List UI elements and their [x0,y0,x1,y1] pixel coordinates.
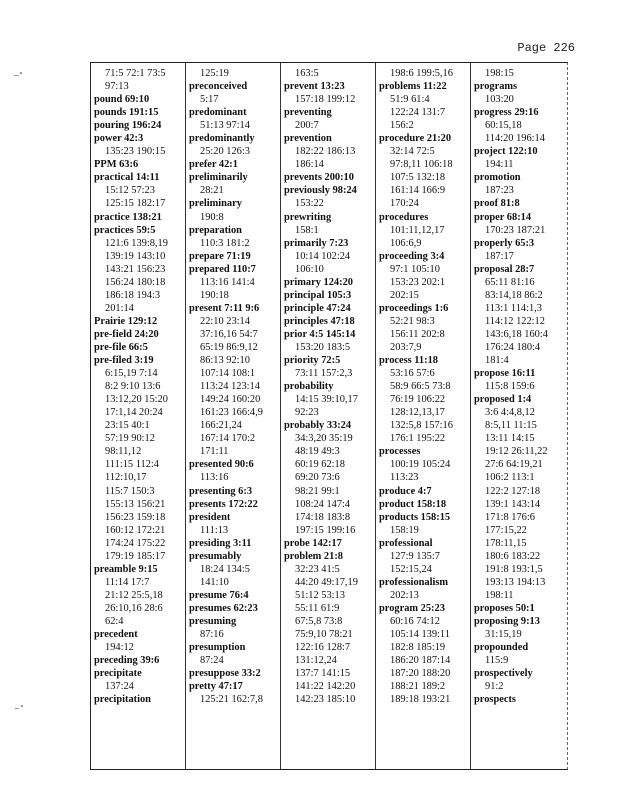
index-term: principle 47:24 [284,302,351,314]
index-term: presumes 62:23 [189,602,258,614]
index-reference: 71:5 72:1 73:5 [105,68,166,79]
index-reference: 186:14 [295,159,324,171]
index-reference: 153:22 [295,198,324,210]
index-reference: 75:9,10 78:21 [295,629,353,641]
index-reference: 108:24 147:4 [295,498,351,510]
index-reference: 137:7 141:15 [295,668,351,680]
index-reference: 125:15 182:17 [105,198,166,210]
index-reference: 3:6 4:4,8,12 [485,407,535,419]
index-term: precedent [94,629,138,641]
scan-speck [21,705,23,707]
index-reference: 139:1 143:14 [485,498,541,510]
index-reference: 160:12 172:21 [105,524,166,536]
index-term: propounded [474,642,529,654]
index-reference: 83:14,18 86:2 [485,289,543,301]
index-reference: 21:12 25:5,18 [105,589,163,601]
index-term: presents 172:22 [189,498,258,510]
index-reference: 176:1 195:22 [390,433,446,445]
scan-speck [15,708,19,709]
index-reference: 55:11 61:9 [295,602,340,614]
index-column-4 [379,67,472,767]
index-reference: 51:9 61:4 [390,94,430,106]
index-term: produce 4:7 [379,485,432,497]
index-term: processes [379,446,421,458]
index-reference: 23:15 40:1 [105,420,150,432]
index-term: precipitation [94,694,151,706]
index-column-5 [474,67,567,767]
index-term: PPM 63:6 [94,159,139,171]
index-reference: 122:16 128:7 [295,642,351,654]
index-reference: 115:7 150:3 [105,485,155,497]
index-reference: 198:6 199:5,16 [390,68,453,79]
index-reference: 44:20 49:17,19 [295,576,358,588]
index-reference: 110:3 181:2 [200,237,250,249]
index-reference: 58:9 66:5 73:8 [390,381,451,393]
index-term: probability [284,381,334,393]
index-reference: 149:24 160:20 [200,394,261,406]
index-term: predominant [189,107,247,119]
index-reference: 198:11 [485,589,514,601]
index-term: principles 47:18 [284,315,355,327]
index-term: president [189,511,231,523]
index-reference: 106:2 113:1 [485,472,535,484]
index-term: preliminarily [189,172,248,184]
index-reference: 111:13 [200,524,229,536]
index-term: proposal 28:7 [474,263,535,275]
index-term: primary 124:20 [284,276,353,288]
index-reference: 153:23 202:1 [390,276,446,288]
index-term: probe 142:17 [284,537,342,549]
index-reference: 25:20 126:3 [200,146,250,158]
index-term: preceding 39:6 [94,655,160,667]
index-term: presuming [189,615,237,627]
index-term: programs [474,81,518,93]
index-reference: 132:5,8 157:16 [390,420,453,432]
index-column-1 [94,67,187,767]
index-term: prefer 42:1 [189,159,238,171]
index-reference: 143:6,18 160:4 [485,328,548,340]
index-reference: 203:7,9 [390,341,422,353]
index-reference: 111:15 112:4 [105,459,159,471]
index-reference: 141:22 142:20 [295,681,356,693]
index-reference: 131:12,24 [295,655,337,667]
index-reference: 51:12 53:13 [295,589,345,601]
index-reference: 121:6 139:8,19 [105,237,168,249]
index-term: presuppose 33:2 [189,668,261,680]
index-term: preparation [189,224,242,236]
scan-speck [20,72,22,74]
index-reference: 158:19 [390,524,419,536]
index-term: principal 105:3 [284,289,352,301]
index-reference: 87:16 [200,629,224,641]
index-term: presumably [189,550,242,562]
index-reference: 170:24 [390,198,419,210]
index-reference: 125:19 [200,68,229,79]
index-reference: 52:21 98:3 [390,315,435,327]
index-term: proposing 9:13 [474,615,540,627]
index-reference: 37:16,16 54:7 [200,328,258,340]
index-reference: 142:23 185:10 [295,694,356,706]
index-reference: 69:20 73:6 [295,472,340,484]
index-term: presiding 3:11 [189,537,252,549]
index-reference: 51:13 97:14 [200,120,250,132]
index-term: prospectively [474,668,533,680]
index-reference: 155:13 156:21 [105,498,166,510]
index-term: pound 69:10 [94,94,150,106]
index-term: program 25:23 [379,602,445,614]
index-term: preliminary [189,198,242,210]
index-term: procedures [379,211,429,223]
index-reference: 127:9 135:7 [390,550,440,562]
index-term: pounds 191:15 [94,107,159,119]
index-term: previously 98:24 [284,185,357,197]
index-term: products 158:15 [379,511,451,523]
index-reference: 143:21 156:23 [105,263,166,275]
index-reference: 179:19 185:17 [105,550,166,562]
index-reference: 18:24 134:5 [200,563,250,575]
index-reference: 156:24 180:18 [105,276,166,288]
index-reference: 177:15,22 [485,524,527,536]
index-reference: 167:14 170:2 [200,433,256,445]
index-term: practices 59:5 [94,224,156,236]
index-term: prevents 200:10 [284,172,354,184]
index-reference: 170:23 187:21 [485,224,546,236]
index-reference: 157:18 199:12 [295,94,356,106]
index-term: primarily 7:23 [284,237,349,249]
index-reference: 100:19 105:24 [390,459,451,471]
index-reference: 193:13 194:13 [485,576,546,588]
index-term: prevent 13:23 [284,81,345,93]
index-reference: 156:23 159:18 [105,511,166,523]
index-term: present 7:11 9:6 [189,302,260,314]
index-term: prior 4:5 145:14 [284,328,356,340]
index-term: prepared 110:7 [189,263,256,275]
index-term: propose 16:11 [474,368,536,380]
index-reference: 113:16 141:4 [200,276,255,288]
index-reference: 105:14 139:11 [390,629,450,641]
index-reference: 60:19 62:18 [295,459,345,471]
index-term: precipitate [94,668,142,680]
index-reference: 76:19 106:22 [390,394,446,406]
index-reference: 137:24 [105,681,134,693]
index-reference: 11:14 17:7 [105,576,150,588]
index-reference: 34:3,20 35:19 [295,433,353,445]
index-term: professional [379,537,433,549]
index-reference: 22:10 23:14 [200,315,250,327]
index-term: proof 81:8 [474,198,520,210]
index-reference: 13:11 14:15 [485,433,535,445]
index-reference: 98:11,12 [105,446,142,458]
index-reference: 32:14 72:5 [390,146,435,158]
index-reference: 152:15,24 [390,563,432,575]
index-term: pouring 196:24 [94,120,162,132]
index-term: presented 90:6 [189,459,254,471]
index-term: proper 68:14 [474,211,532,223]
index-term: pre-field 24:20 [94,328,159,340]
index-reference: 87:24 [200,655,224,667]
index-term: project 122:10 [474,146,538,158]
index-reference: 60:15,18 [485,120,522,132]
index-reference: 171:8 176:6 [485,511,535,523]
index-column-2 [189,67,282,767]
index-term: procedure 21:20 [379,133,452,145]
index-reference: 182:8 185:19 [390,642,446,654]
index-term: problem 21:8 [284,550,343,562]
index-reference: 8:2 9:10 13:6 [105,381,161,393]
index-reference: 198:15 [485,68,514,79]
index-term: pre-file 66:5 [94,341,148,353]
index-reference: 114:12 122:12 [485,315,545,327]
index-reference: 135:23 190:15 [105,146,166,158]
index-reference: 113:23 [390,472,419,484]
index-reference: 176:24 180:4 [485,341,541,353]
index-reference: 6:15,19 7:14 [105,368,158,380]
index-reference: 166:21,24 [200,420,242,432]
index-reference: 98:21 99:1 [295,485,340,497]
index-term: preamble 9:15 [94,563,158,575]
index-reference: 161:23 166:4,9 [200,407,263,419]
index-reference: 200:7 [295,120,319,132]
index-reference: 163:5 [295,68,319,79]
index-reference: 153:20 183:5 [295,341,351,353]
index-reference: 26:10,16 28:6 [105,602,163,614]
index-reference: 188:21 189:2 [390,681,446,693]
index-term: proceeding 3:4 [379,250,445,262]
index-term: proceedings 1:6 [379,302,449,314]
index-term: progress 29:16 [474,107,539,119]
index-column-3 [284,67,377,767]
index-reference: 186:18 194:3 [105,289,161,301]
index-term: predominantly [189,133,255,145]
index-reference: 27:6 64:19,21 [485,459,543,471]
index-reference: 8:5,11 11:15 [485,420,537,432]
index-reference: 174:18 183:8 [295,511,351,523]
index-reference: 86:13 92:10 [200,355,250,367]
index-reference: 107:14 108:1 [200,368,256,380]
index-reference: 113:24 123:14 [200,381,260,393]
index-reference: 202:13 [390,589,419,601]
index-reference: 73:11 157:2,3 [295,368,353,380]
index-reference: 158:1 [295,224,319,236]
index-term: preventing [284,107,332,119]
index-term: prospects [474,694,516,706]
index-reference: 194:12 [105,642,134,654]
index-term: presenting 6:3 [189,485,253,497]
index-reference: 106:6,9 [390,237,422,249]
index-frame [90,62,568,770]
index-term: problems 11:22 [379,81,447,93]
index-reference: 112:10,17 [105,472,147,484]
index-term: pretty 47:17 [189,681,243,693]
index-reference: 194:11 [485,159,514,171]
index-reference: 190:18 [200,289,229,301]
index-term: priority 72:5 [284,355,341,367]
index-reference: 113:1 114:1,3 [485,302,542,314]
index-reference: 115:8 159:6 [485,381,535,393]
index-reference: 122:24 131:7 [390,107,446,119]
index-reference: 197:15 199:16 [295,524,356,536]
index-reference: 67:5,8 73:8 [295,615,343,627]
index-reference: 187:20 188:20 [390,668,451,680]
index-term: process 11:18 [379,355,438,367]
index-reference: 10:14 102:24 [295,250,351,262]
index-reference: 106:10 [295,263,324,275]
index-term: presumption [189,642,246,654]
index-term: promotion [474,172,521,184]
index-reference: 156:2 [390,120,414,132]
index-term: preconceived [189,81,248,93]
index-term: prewriting [284,211,332,223]
index-reference: 181:4 [485,355,509,367]
index-term: practice 138:21 [94,211,162,223]
scan-speck [14,75,19,76]
index-reference: 182:22 186:13 [295,146,356,158]
index-reference: 103:20 [485,94,514,106]
index-reference: 161:14 166:9 [390,185,446,197]
index-term: Prairie 129:12 [94,315,158,327]
index-reference: 180:6 183:22 [485,550,541,562]
index-reference: 53:16 57:6 [390,368,435,380]
index-reference: 62:4 [105,615,124,627]
index-reference: 13:12,20 15:20 [105,394,168,406]
index-reference: 125:21 162:7,8 [200,694,263,706]
index-reference: 19:12 26:11,22 [485,446,548,458]
index-term: product 158:18 [379,498,447,510]
index-reference: 97:1 105:10 [390,263,440,275]
index-reference: 115:9 [485,655,509,667]
index-reference: 65:11 81:16 [485,276,535,288]
index-term: power 42:3 [94,133,144,145]
index-reference: 48:19 49:3 [295,446,340,458]
index-reference: 15:12 57:23 [105,185,155,197]
index-reference: 65:19 86:9,12 [200,341,258,353]
index-term: probably 33:24 [284,420,352,432]
index-reference: 187:17 [485,250,514,262]
index-reference: 171:11 [200,446,229,458]
index-reference: 17:1,14 20:24 [105,407,163,419]
index-reference: 97:13 [105,81,129,93]
index-reference: 122:2 127:18 [485,485,541,497]
index-term: professionalism [379,576,449,588]
index-reference: 107:5 132:18 [390,172,446,184]
index-term: practical 14:11 [94,172,160,184]
index-reference: 202:15 [390,289,419,301]
index-reference: 5:17 [200,94,219,106]
index-term: prevention [284,133,332,145]
index-reference: 28:21 [200,185,224,197]
index-reference: 114:20 196:14 [485,133,545,145]
index-reference: 14:15 39:10,17 [295,394,358,406]
index-reference: 189:18 193:21 [390,694,451,706]
index-reference: 60:16 74:12 [390,615,440,627]
index-reference: 191:8 193:1,5 [485,563,543,575]
index-term: properly 65:3 [474,237,535,249]
index-reference: 174:24 175:22 [105,537,166,549]
page-number: Page 226 [517,41,575,55]
index-reference: 190:8 [200,211,224,223]
index-reference: 91:2 [485,681,504,693]
index-reference: 113:16 [200,472,229,484]
index-reference: 178:11,15 [485,537,527,549]
index-reference: 31:15,19 [485,629,522,641]
index-reference: 97:8,11 106:18 [390,159,453,171]
index-term: prepare 71:19 [189,250,251,262]
index-reference: 187:23 [485,185,514,197]
index-reference: 156:11 202:8 [390,328,445,340]
index-reference: 201:14 [105,302,134,314]
index-term: pre-filed 3:19 [94,355,154,367]
index-reference: 92:23 [295,407,319,419]
index-reference: 139:19 143:10 [105,250,166,262]
index-term: proposes 50:1 [474,602,535,614]
index-reference: 186:20 187:14 [390,655,451,667]
index-reference: 128:12,13,17 [390,407,445,419]
index-term: proposed 1:4 [474,394,532,406]
index-reference: 32:23 41:5 [295,563,340,575]
index-reference: 57:19 90:12 [105,433,155,445]
index-term: presume 76:4 [189,589,249,601]
index-reference: 141:10 [200,576,229,588]
index-reference: 101:11,12,17 [390,224,445,236]
